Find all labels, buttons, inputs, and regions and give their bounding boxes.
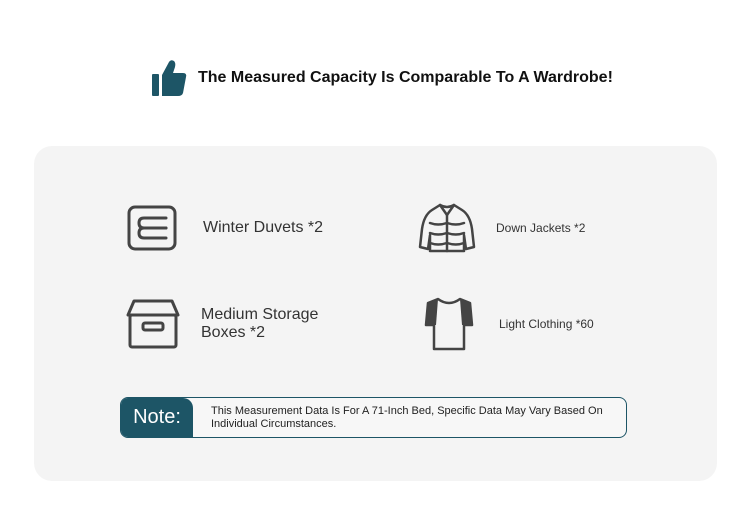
- tshirt-icon: [420, 295, 478, 353]
- duvet-icon: [124, 199, 182, 257]
- down-jacket-icon: [418, 199, 476, 257]
- item-storage-boxes: [124, 295, 341, 353]
- item-label: Medium Storage Boxes *2: [201, 306, 319, 341]
- item-down-jackets: [418, 199, 585, 257]
- item-label: Down Jackets *2: [496, 221, 586, 235]
- item-winter-duvets: [124, 199, 323, 257]
- headline-text: The Measured Capacity Is Comparable To A Wardrobe!: [198, 69, 613, 86]
- note-box: [120, 397, 627, 438]
- note-badge: Note:: [121, 398, 193, 437]
- item-label: Winter Duvets *2: [203, 219, 324, 236]
- note-text: This Measurement Data Is For A 71-Inch Bed, Specific Data May Vary Based On Individual Circumstances.: [211, 404, 603, 430]
- thumbs-up-icon: [150, 58, 188, 98]
- item-light-clothing: [420, 295, 594, 353]
- item-label: Light Clothing *60: [499, 317, 594, 331]
- storage-box-icon: [124, 295, 182, 353]
- headline: [150, 58, 613, 98]
